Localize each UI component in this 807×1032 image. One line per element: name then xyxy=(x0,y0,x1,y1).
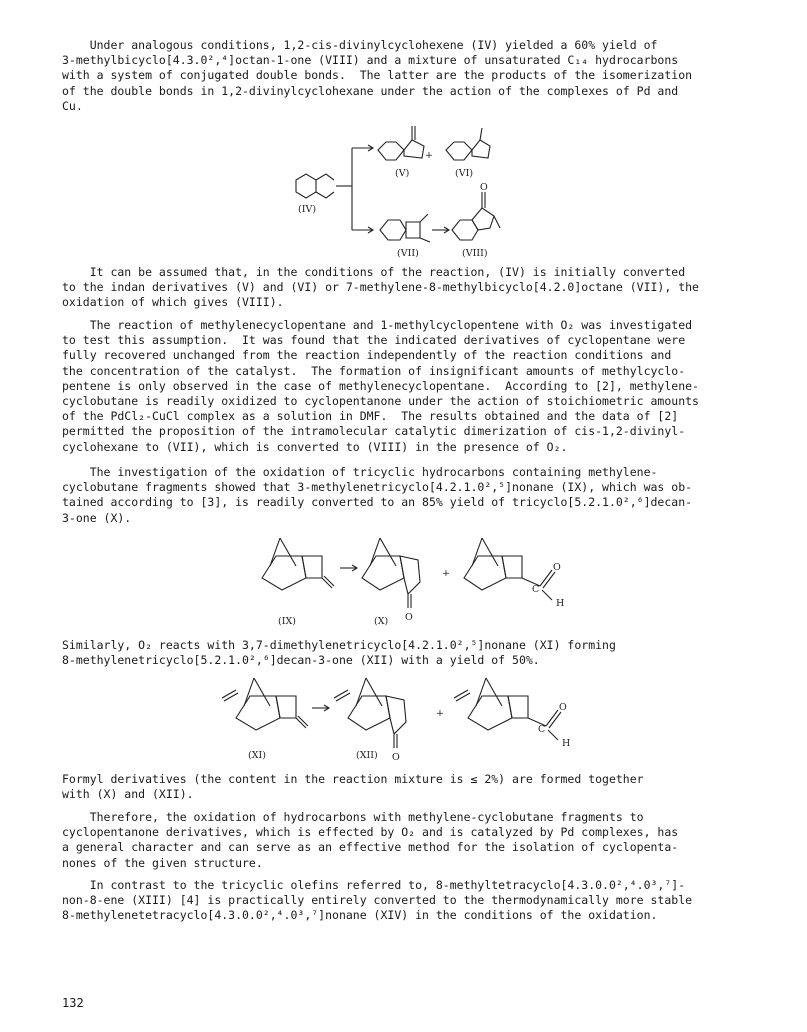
structure-vii xyxy=(380,214,430,242)
carbon-label: C xyxy=(532,584,540,595)
hydrogen-label-3: H xyxy=(562,738,571,749)
paragraph-2: It can be assumed that, in the conditions of the reaction, (IV) is initially converted to the indan derivatives (V) and (VI) or 7-methylene-8-methylbicyclo[4.2.0]octane (VII), the oxidation of which gives (VIII). xyxy=(62,265,699,310)
plus-sign-2: + xyxy=(442,568,450,579)
oxygen-label-x: O xyxy=(405,612,413,623)
structure-v xyxy=(378,126,424,160)
structure-viii xyxy=(452,192,500,240)
paragraph-3: The reaction of methylenecyclopentane and 1-methylcyclopentene with O₂ was investigated to test this assumption. It was found that the indicated derivatives of cyclopentane were fully recovered unchanged from the reaction independently of the reaction conditions and the concentration of the catalyst. The formation of insignificant amounts of methylcyclo- pentene is only observed in the case of methylenecyclopentane. According to [2], methylene- cyclobutane is readily oxidized to cyclopentanone under the action of stoichiometric amounts of the PdCl₂-CuCl complex as a solution in DMF. The results obtained and the data of [2] permitted the proposition of the intramolecular catalytic dimerization of cis-1,2-divinyl- cyclohexane to (VII), which is converted to (VIII) in the presence of O₂. xyxy=(62,318,699,454)
scheme-figure-1 xyxy=(0,118,807,260)
structure-xii xyxy=(334,678,406,748)
plus-sign-3: + xyxy=(436,708,444,719)
paragraph-7: Therefore, the oxidation of hydrocarbons with methylene-cyclobutane fragments to cyclopentanone derivatives, which is effected by O₂ and is catalyzed by Pd complexes, has a general character and can serve as an effective method for the isolation of cyclopenta- nones of the given structure. xyxy=(62,810,679,870)
paragraph-1: Under analogous conditions, 1,2-cis-divinylcyclohexene (IV) yielded a 60% yield of 3-methylbicyclo[4.3.0²,⁴]octan-1-one (VIII) and a mixture of unsaturated C₁₄ hydrocarbons with a system of conjugated double bonds. The latter are the products of the isomerization of the double bonds in 1,2-divinylcyclohexane under the action of the complexes of Pd and Cu. xyxy=(62,38,693,113)
oxygen-label: O xyxy=(480,182,488,193)
structure-aldehyde-2 xyxy=(464,538,555,600)
structure-x xyxy=(362,538,420,608)
scheme-figure-2 xyxy=(0,530,807,630)
label-iv: (IV) xyxy=(298,204,317,215)
oxygen-label-aldehyde: O xyxy=(553,562,561,573)
label-xi: (XI) xyxy=(248,750,266,761)
structure-vi xyxy=(446,128,490,160)
plus-sign: + xyxy=(425,150,433,161)
label-ix: (IX) xyxy=(278,616,296,627)
paragraph-6: Formyl derivatives (the content in the reaction mixture is ≤ 2%) are formed together with (X) and (XII). xyxy=(62,772,644,802)
oxygen-label-aldehyde-3: O xyxy=(559,702,567,713)
label-v: (V) xyxy=(395,168,410,179)
carbon-label-3: C xyxy=(538,724,546,735)
label-viii: (VIII) xyxy=(462,248,488,259)
paragraph-5: Similarly, O₂ reacts with 3,7-dimethylenetricyclo[4.2.1.0²,⁵]nonane (XI) forming 8-methylenetricyclo[5.2.1.0²,⁶]decan-3-one (XII) with a yield of 50%. xyxy=(62,638,616,668)
structure-iv xyxy=(296,174,334,198)
scheme-2-drawing xyxy=(0,530,807,630)
label-vi: (VI) xyxy=(455,168,474,179)
structure-ix xyxy=(262,538,334,590)
label-x: (X) xyxy=(374,616,389,627)
hydrogen-label: H xyxy=(556,598,565,609)
oxygen-label-xii: O xyxy=(392,752,400,763)
label-vii: (VII) xyxy=(397,248,419,259)
label-xii: (XII) xyxy=(356,750,378,761)
scheme-3-drawing xyxy=(0,676,807,768)
paragraph-4: The investigation of the oxidation of tricyclic hydrocarbons containing methylene- cyclobutane fragments showed that 3-methylenetricyclo[4.2.1.0²,⁵]nonane (IX), which was ob- tained according to [3], is readily converted to an 85% yield of tricyclo[5.2.1.0²,⁶]decan- 3-one (X). xyxy=(62,465,693,525)
page-number: 132 xyxy=(62,996,84,1010)
scheme-1-drawing xyxy=(0,118,807,260)
structure-xi xyxy=(222,678,308,730)
paragraph-8: In contrast to the tricyclic olefins referred to, 8-methyltetracyclo[4.3.0.0²,⁴.0³,⁷]- non-8-ene (XIII) [4] is practically entirely converted to the thermodynamically more stable 8-methylenetetracyclo[4.3.0.0²,⁴.0³,⁷]nonane (XIV) in the conditions of the oxidation. xyxy=(62,878,693,923)
scheme-figure-3 xyxy=(0,676,807,768)
